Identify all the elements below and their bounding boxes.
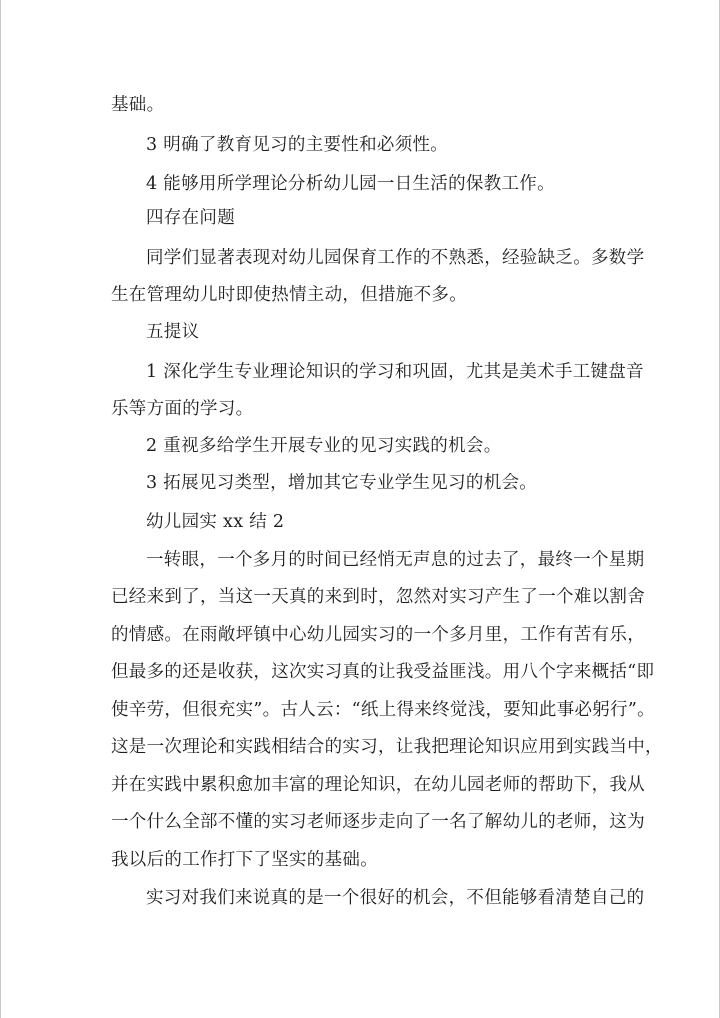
list-item: 4 能够用所学理论分析幼儿园一日生活的保教工作。: [146, 174, 555, 194]
list-item: 2 重视多给学生开展专业的见习实践的机会。: [146, 436, 502, 456]
section-heading: 五提议: [146, 322, 200, 342]
paragraph-line: 已经来到了，当这一天真的来到时，忽然对实习产生了一个难以割舍: [111, 587, 645, 607]
paragraph-line: 但最多的还是收获，这次实习真的让我受益匪浅。用八个字来概括“即: [111, 662, 655, 682]
paragraph-line: 我以后的工作打下了坚实的基础。: [111, 850, 378, 870]
paragraph-line: 一转眼，一个多月的时间已经悄无声息的过去了，最终一个星期: [146, 550, 645, 570]
paragraph-line: 乐等方面的学习。: [111, 399, 254, 419]
paragraph-line: 并在实践中累积愈加丰富的理论知识，在幼儿园老师的帮助下，我从: [111, 775, 645, 795]
paragraph-line: 同学们显著表现对幼儿园保育工作的不熟悉，经验缺乏。多数学: [146, 248, 645, 268]
paragraph-line: 基础。: [111, 95, 165, 115]
paragraph-line: 一个什么全部不懂的实习老师逐步走向了一名了解幼儿的老师，这为: [111, 812, 645, 832]
paragraph-line: 生在管理幼儿时即使热情主动，但措施不多。: [111, 285, 467, 305]
list-item: 3 拓展见习类型，增加其它专业学生见习的机会。: [146, 473, 538, 493]
section-heading: 四存在问题: [146, 208, 235, 228]
list-item: 3 明确了教育见习的主要性和必须性。: [146, 135, 449, 155]
paragraph-line: 实习对我们来说真的是一个很好的机会，不但能够看清楚自己的: [146, 888, 645, 908]
paragraph-line: 这是一次理论和实践相结合的实习，让我把理论知识应用到实践当中，: [111, 737, 663, 757]
list-item: 1 深化学生专业理论知识的学习和巩固，尤其是美术手工键盘音: [146, 362, 644, 382]
paragraph-line: 的情感。在雨敞坪镇中心幼儿园实习的一个多月里，工作有苦有乐，: [111, 625, 645, 645]
section-heading: 幼儿园实 xx 结 2: [146, 512, 285, 532]
paragraph-line: 使辛劳，但很充实”。古人云：“纸上得来终觉浅，要知此事必躬行”。: [111, 700, 655, 720]
